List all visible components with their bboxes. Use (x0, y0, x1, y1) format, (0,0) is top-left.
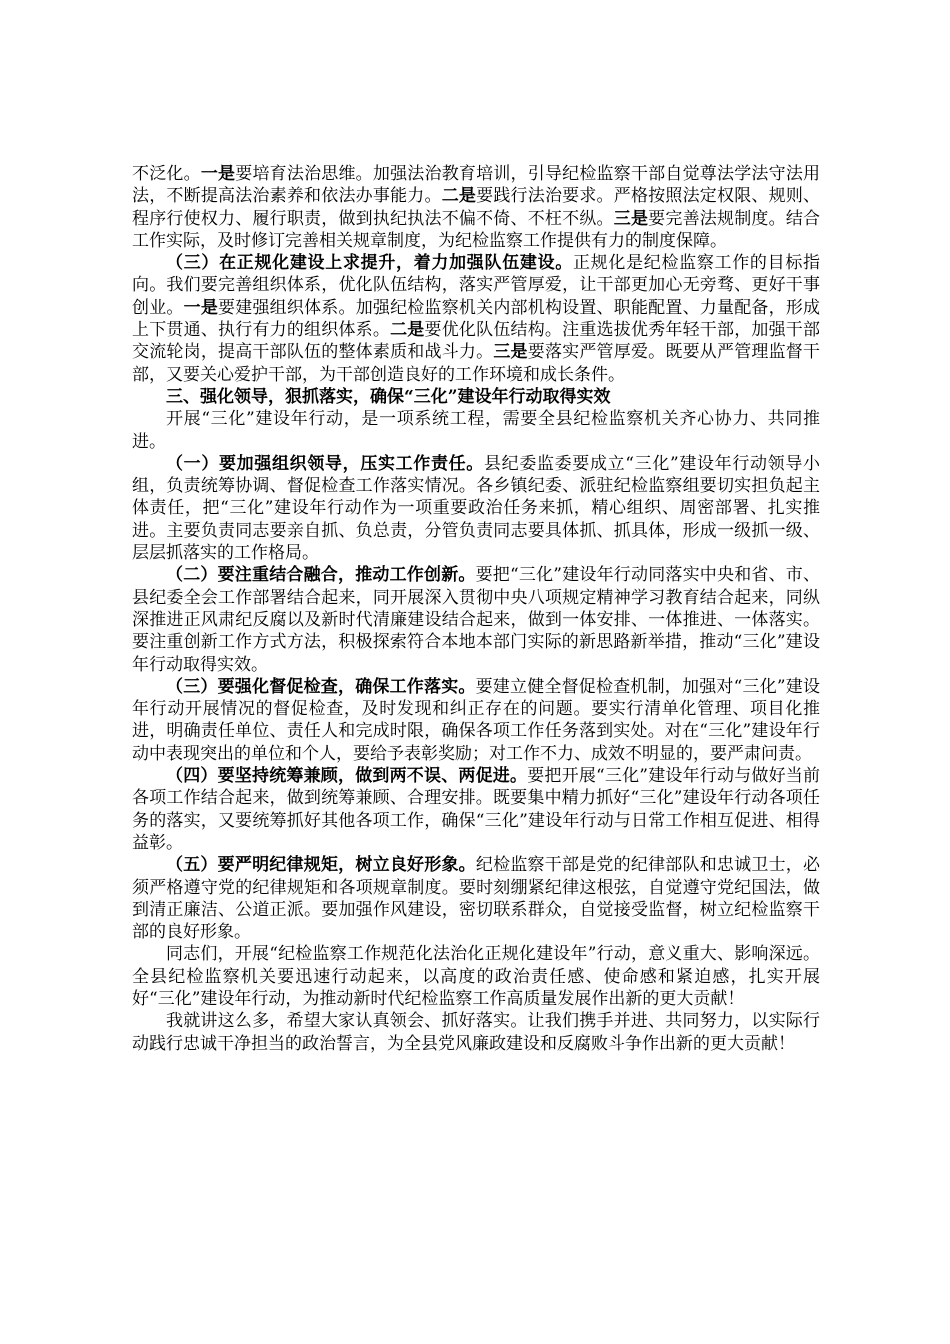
paragraph (132, 943, 820, 1010)
bold-text: （三）在正规化建设上求提升，着力加强队伍建设。 (166, 253, 573, 274)
paragraph (132, 854, 820, 943)
paragraph (132, 564, 820, 675)
body-text: 要把开展“三化”建设年行动与做好当前各项工作结合起来，做到统筹兼顾、合理安排。既要集中精力抓好“三化”建设年行动各项任务的落实，又要统筹抓好其他各项工作，确保“三化”建设年行动与日常工作相互促进、相得益彰。 (132, 766, 821, 853)
paragraph (132, 408, 820, 453)
body-text: 纪检监察干部是党的纪律部队和忠诚卫士，必须严格遵守党的纪律规矩和各项规章制度。要时刻绷紧纪律这根弦，自觉遵守党纪国法，做到清正廉洁、公道正派。要加强作风建设，密切联系群众，自觉接受监督，树立纪检监察干部的良好形象。 (132, 855, 821, 943)
body-text: 要优化队伍结构。注重选拔优秀年轻干部，加强干部交流轮岗，提高干部队伍的整体素质和战斗力。 (132, 320, 821, 363)
paragraph (132, 252, 820, 386)
body-text: 要建强组织体系。加强纪检监察机关内部机构设置、职能配置、力量配备，形成上下贯通、执行有力的组织体系。 (132, 297, 821, 341)
document-body (132, 163, 820, 1055)
body-text: 不泛化。 (132, 164, 201, 184)
bold-text: 一是 (183, 297, 219, 318)
body-text: 要建立健全督促检查机制，加强对“三化”建设年行动开展情况的督促检查，及时发现和纠正存在的问题。要实行清单化管理、项目化推进，明确责任单位、责任人和完成时限，确保各项工作任务落到实处。对在“三化”建设年行动中表现突出的单位和个人，要给予表彰奖励；对工作不力、成效不明显的，要严肃问责。 (132, 676, 820, 764)
body-text: 我就讲这么多，希望大家认真领会、抓好落实。让我们携手并进、共同努力，以实际行动践行忠诚干净担当的政治誓言，为全县党风廉政建设和反腐败斗争作出新的更大贡献！ (132, 1011, 820, 1054)
body-text: 要完善法规制度。结合工作实际，及时修订完善相关规章制度，为纪检监察工作提供有力的制度保障。 (132, 208, 821, 251)
bold-text: 一是 (200, 164, 236, 184)
bold-text: 二是 (390, 320, 425, 341)
paragraph (132, 676, 820, 765)
paragraph (132, 1010, 820, 1055)
bold-text: （二）要注重结合融合，推动工作创新。 (166, 565, 476, 586)
paragraph (132, 386, 820, 408)
body-text: 要把“三化”建设年行动同落实中央和省、市、县纪委全会工作部署结合起来，同开展深入贯彻中央八项规定精神学习教育结合起来，同纵深推进正风肃纪反腐以及新时代清廉建设结合起来，做到一体安排、一体推进、一体落实。要注重创新工作方式方法，积极探索符合本地本部门实际的新思路新举措，推动“三化”建设年行动取得实效。 (132, 565, 820, 675)
paragraph (132, 765, 820, 854)
bold-text: 三是 (493, 342, 528, 363)
bold-text: 三、强化领导，狠抓落实，确保“三化”建设年行动取得实效 (166, 386, 611, 407)
body-text: 开展“三化”建设年行动，是一项系统工程，需要全县纪检监察机关齐心协力、共同推进。 (132, 409, 820, 452)
body-text: 正规化是纪检监察工作的目标指向。我们要完善组织体系，优化队伍结构，落实严管厚爱，让干部更加心无旁骛、更好干事创业。 (132, 253, 821, 318)
body-text: 县纪委监委要成立“三化”建设年行动领导小组，负责统筹协调、督促检查工作落实情况。各乡镇纪委、派驻纪检监察组要切实担负起主体责任，把“三化”建设年行动作为一项重要政治任务来抓，精心组织、周密部署、扎实推进。主要负责同志要亲自抓、负总责，分管负责同志要具体抓、抓具体，形成一级抓一级、层层抓落实的工作格局。 (132, 453, 821, 564)
body-text: 要落实严管厚爱。既要从严管理监督干部，又要关心爱护干部，为干部创造良好的工作环境和成长条件。 (132, 342, 821, 385)
bold-text: （五）要严明纪律规矩，树立良好形象。 (166, 855, 476, 876)
bold-text: （三）要强化督促检查，确保工作落实。 (166, 676, 476, 697)
paragraph (132, 163, 820, 252)
bold-text: （一）要加强组织领导，压实工作责任。 (166, 453, 484, 474)
body-text: 同志们，开展“纪检监察工作规范化法治化正规化建设年”行动，意义重大、影响深远。全县纪检监察机关要迅速行动起来，以高度的政治责任感、使命感和紧迫感，扎实开展好“三化”建设年行动，为推动新时代纪检监察工作高质量发展作出新的更大贡献！ (132, 944, 820, 1009)
body-text: 要培育法治思维。加强法治教育培训，引导纪检监察干部自觉尊法学法守法用法，不断提高法治素养和依法办事能力。 (132, 164, 821, 207)
bold-text: 三是 (613, 208, 649, 229)
bold-text: 二是 (441, 186, 477, 207)
paragraph (132, 453, 820, 564)
body-text: 要践行法治要求。严格按照法定权限、规则、程序行使权力、履行职责，做到执纪执法不偏不倚、不枉不纵。 (132, 186, 821, 229)
bold-text: （四）要坚持统筹兼顾，做到两不误、两促进。 (166, 766, 528, 787)
